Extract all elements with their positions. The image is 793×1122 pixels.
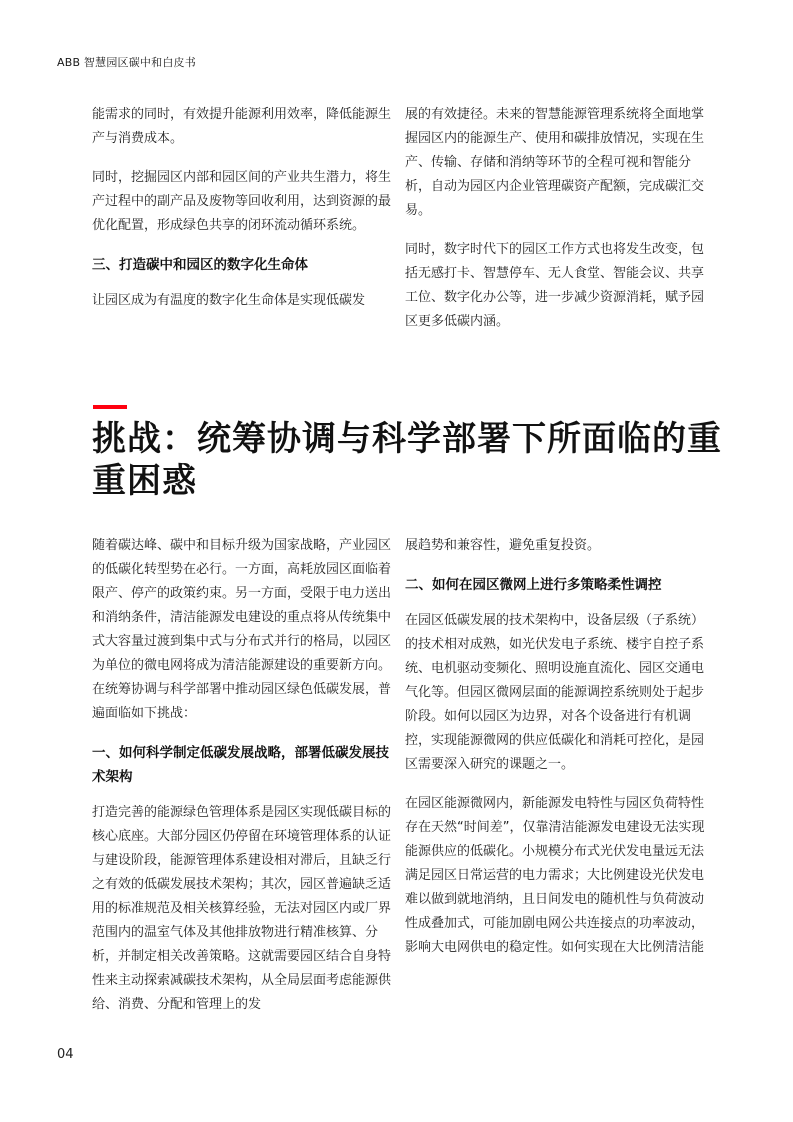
paragraph: 在园区能源微网内，新能源发电特性与园区负荷特性存在天然“时间差”，仅靠清洁能源发电建设无法实现能源供应的低碳化。小规模分布式光伏发电量远无法满足园区日常运营的电力需求；大比例建设光伏发电难以做到就地消纳，且日间发电的随机性与负荷波动性成叠加式，可能加剧电网公共连接点的功率波动，影响大电网供电的稳定性。如何实现在大比例清洁能 [405,796,705,955]
paragraph: 同时，挖掘园区内部和园区间的产业共生潜力，将生产过程中的副产品及废物等回收利用，达到资源的最优化配置，形成绿色共享的闭环流动循环系统。 [92,170,392,233]
paragraph: 能需求的同时，有效提升能源利用效率，降低能源生产与消费成本。 [92,107,392,146]
top-left-column [92,103,392,328]
section-title: 挑战：统筹协调与科学部署下所面临的重重困惑 [92,419,722,501]
paragraph: 展的有效捷径。未来的智慧能源管理系统将全面地掌握园区内的能源生产、使用和碳排放情况，实现在生产、传输、存储和消纳等环节的全程可视和智能分析，自动为园区内企业管理碳资产配额，完成碳汇交易。 [405,107,705,218]
subheading: 三、打造碳中和园区的数字化生命体 [92,257,308,273]
paragraph: 在园区低碳发展的技术架构中，设备层级（子系统）的技术相对成熟，如光伏发电子系统、楼宇自控子系统、电机驱动变频化、照明设施直流化、园区交通电气化等。但园区微网层面的能源调控系统则处于起步阶段。如何以园区为边界，对各个设备进行有机调控，实现能源微网的供应低碳化和消耗可控化，是园区需要深入研究的课题之一。 [405,613,705,772]
bottom-left-column [92,534,392,1032]
page-number: 04 [57,1047,74,1062]
paragraph: 让园区成为有温度的数字化生命体是实现低碳发 [92,293,366,308]
accent-bar [93,405,127,409]
paragraph: 展趋势和兼容性，避免重复投资。 [405,538,601,553]
paragraph: 随着碳达峰、碳中和目标升级为国家战略，产业园区的低碳化转型势在必行。一方面，高耗放园区面临着限产、停产的政策约束。另一方面，受限于电力送出和消纳条件，清洁能源发电建设的重点将从传统集中式大容量过渡到集中式与分布式并行的格局，以园区为单位的微电网将成为清洁能源建设的重要新方向。在统筹协调与科学部署中推动园区绿色低碳发展，普遍面临如下挑战： [92,538,392,721]
paragraph: 同时，数字时代下的园区工作方式也将发生改变，包括无感打卡、智慧停车、无人食堂、智能会议、共享工位、数字化办公等，进一步减少资源消耗，赋予园区更多低碳内涵。 [405,242,705,329]
subheading: 一、如何科学制定低碳发展战略，部署低碳发展技术架构 [92,745,389,785]
top-right-column [405,103,705,349]
subheading: 二、如何在园区微网上进行多策略柔性调控 [405,577,662,593]
paragraph: 打造完善的能源绿色管理体系是园区实现低碳目标的核心底座。大部分园区仍停留在环境管理体系的认证与建设阶段，能源管理体系建设相对滞后，且缺乏行之有效的低碳发展技术架构；其次，园区普遍缺乏适用的标准规范及相关核算经验，无法对园区内或厂界范围内的温室气体及其他排放物进行精准核算、分析，并制定相关改善策略。这就需要园区结合自身特性来主动探索减碳技术架构，从全局层面考虑能源供给、消费、分配和管理上的发 [92,805,392,1012]
bottom-right-column [405,534,705,975]
document-header: ABB 智慧园区碳中和白皮书 [57,56,196,69]
